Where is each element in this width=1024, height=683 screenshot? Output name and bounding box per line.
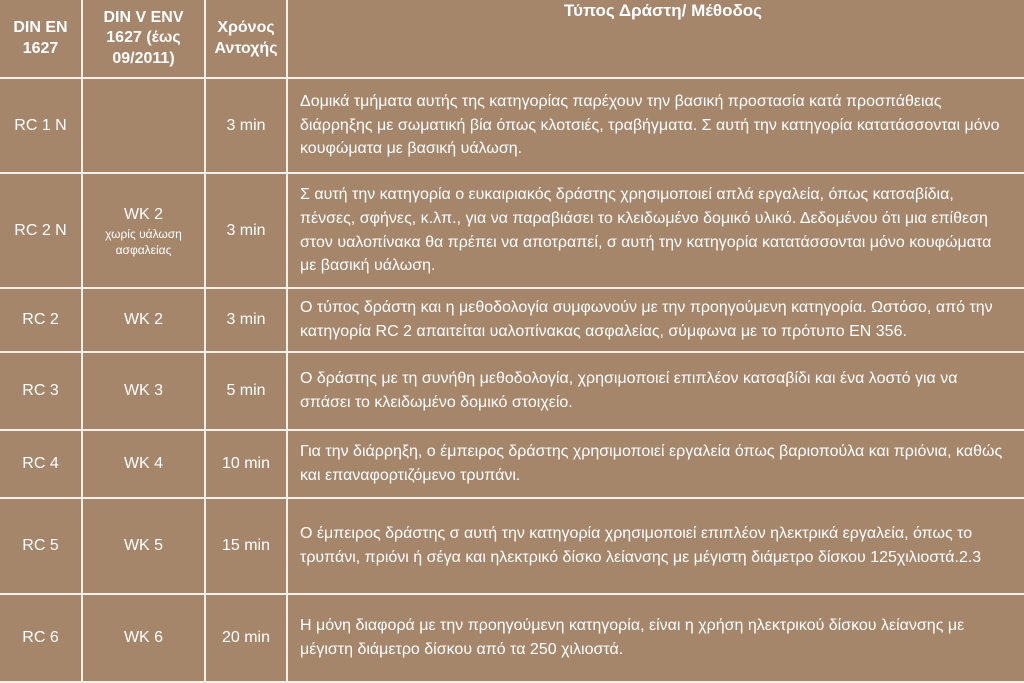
row-2-time: 3 min bbox=[206, 174, 288, 289]
row-2-class: RC 2 N bbox=[0, 174, 83, 289]
row-4-description: Ο δράστης με τη συνήθη μεθοδολογία, χρησιμοποιεί επιπλέον κατσαβίδι και ένα λοστό για να σπάσει το κλειδωμένο δομικό στοιχείο. bbox=[288, 353, 1024, 431]
row-7-wk: WK 6 bbox=[83, 595, 206, 683]
row-7-class: RC 6 bbox=[0, 595, 83, 683]
row-4-time: 5 min bbox=[206, 353, 288, 431]
header-resistance-time bbox=[206, 0, 288, 79]
row-1-time: 3 min bbox=[206, 79, 288, 174]
row-2-wk-cell bbox=[83, 174, 206, 289]
row-1-description: Δομικά τμήματα αυτής της κατηγορίας παρέχουν την βασική προστασία κατά προσπάθειας διάρρηξης με σωματική βία όπως κλοτσιές, τραβήγματα. Σ αυτή την κατηγορία κατατάσσονται μόνο κουφώματα με βασική υάλωση. bbox=[288, 79, 1024, 174]
row-2-wk: WK 2 bbox=[123, 205, 164, 223]
header-din-en-1627-label: DIN EN 1627 bbox=[13, 19, 68, 57]
row-6-description: Ο έμπειρος δράστης σ αυτή την κατηγορία χρησιμοποιεί επιπλέον ηλεκτρικά εργαλεία, όπως το τρυπάνι, πριόνι ή σέγα και ηλεκτρικό δίσκο λείανσης με μέγιστη διάμετρο δίσκου 125χιλιοστά.2.3 bbox=[288, 499, 1024, 595]
row-2-description: Σ αυτή την κατηγορία ο ευκαιριακός δράστης χρησιμοποιεί απλά εργαλεία, όπως κατσαβίδια, πένσες, σφήνες, κ.λπ., για να παραβιάσει το κλειδωμένο δομικό υλικό. Δεδομένου ότι μια επίθεση στον υαλοπίνακα θα πρέπει να αποτραπεί, σ αυτή την κατηγορία κατατάσσονται μόνο κουφώματα με βασική υάλωση. bbox=[288, 174, 1024, 289]
header-offender-method bbox=[288, 0, 1024, 79]
row-5-time: 10 min bbox=[206, 431, 288, 499]
row-1-class: RC 1 N bbox=[0, 79, 83, 174]
row-7-description: Η μόνη διαφορά με την προηγούμενη κατηγορία, είναι η χρήση ηλεκτρικού δίσκου λείανσης με μέγιστη διάμετρο δίσκου από τα 250 χιλιοστά. bbox=[288, 595, 1024, 683]
row-5-description: Για την διάρρηξη, ο έμπειρος δράστης χρησιμοποιεί εργαλεία όπως βαριοπούλα και πριόνια, καθώς και επαναφορτιζόμενο τρυπάνι. bbox=[288, 431, 1024, 499]
row-2-wk-group bbox=[94, 203, 194, 259]
row-3-time: 3 min bbox=[206, 289, 288, 353]
row-7-time: 20 min bbox=[206, 595, 288, 683]
row-4-wk: WK 3 bbox=[83, 353, 206, 431]
row-6-class: RC 5 bbox=[0, 499, 83, 595]
row-6-wk: WK 5 bbox=[83, 499, 206, 595]
row-3-wk: WK 2 bbox=[83, 289, 206, 353]
header-din-v-env-1627 bbox=[83, 0, 206, 79]
row-5-wk: WK 4 bbox=[83, 431, 206, 499]
header-din-v-env-1627-label: DIN V ENV 1627 (έως 09/2011) bbox=[103, 8, 184, 67]
row-4-class: RC 3 bbox=[0, 353, 83, 431]
row-3-description: Ο τύπος δράστη και η μεθοδολογία συμφωνούν με την προηγούμενη κατηγορία. Ωστόσο, από την κατηγορία RC 2 απαιτείται υαλοπίνακας ασφαλείας, σύμφωνα με το πρότυπο EN 356. bbox=[288, 289, 1024, 353]
row-2-wk-note: χωρίς υάλωση ασφαλείας bbox=[105, 226, 182, 258]
row-5-class: RC 4 bbox=[0, 431, 83, 499]
row-6-time: 15 min bbox=[206, 499, 288, 595]
row-3-class: RC 2 bbox=[0, 289, 83, 353]
header-din-en-1627 bbox=[0, 0, 83, 79]
row-1-wk bbox=[83, 79, 206, 174]
header-resistance-time-label: Χρόνος Αντοχής bbox=[214, 19, 278, 57]
header-offender-method-label: Τύπος Δράστη/ Μέθοδος bbox=[563, 1, 763, 20]
